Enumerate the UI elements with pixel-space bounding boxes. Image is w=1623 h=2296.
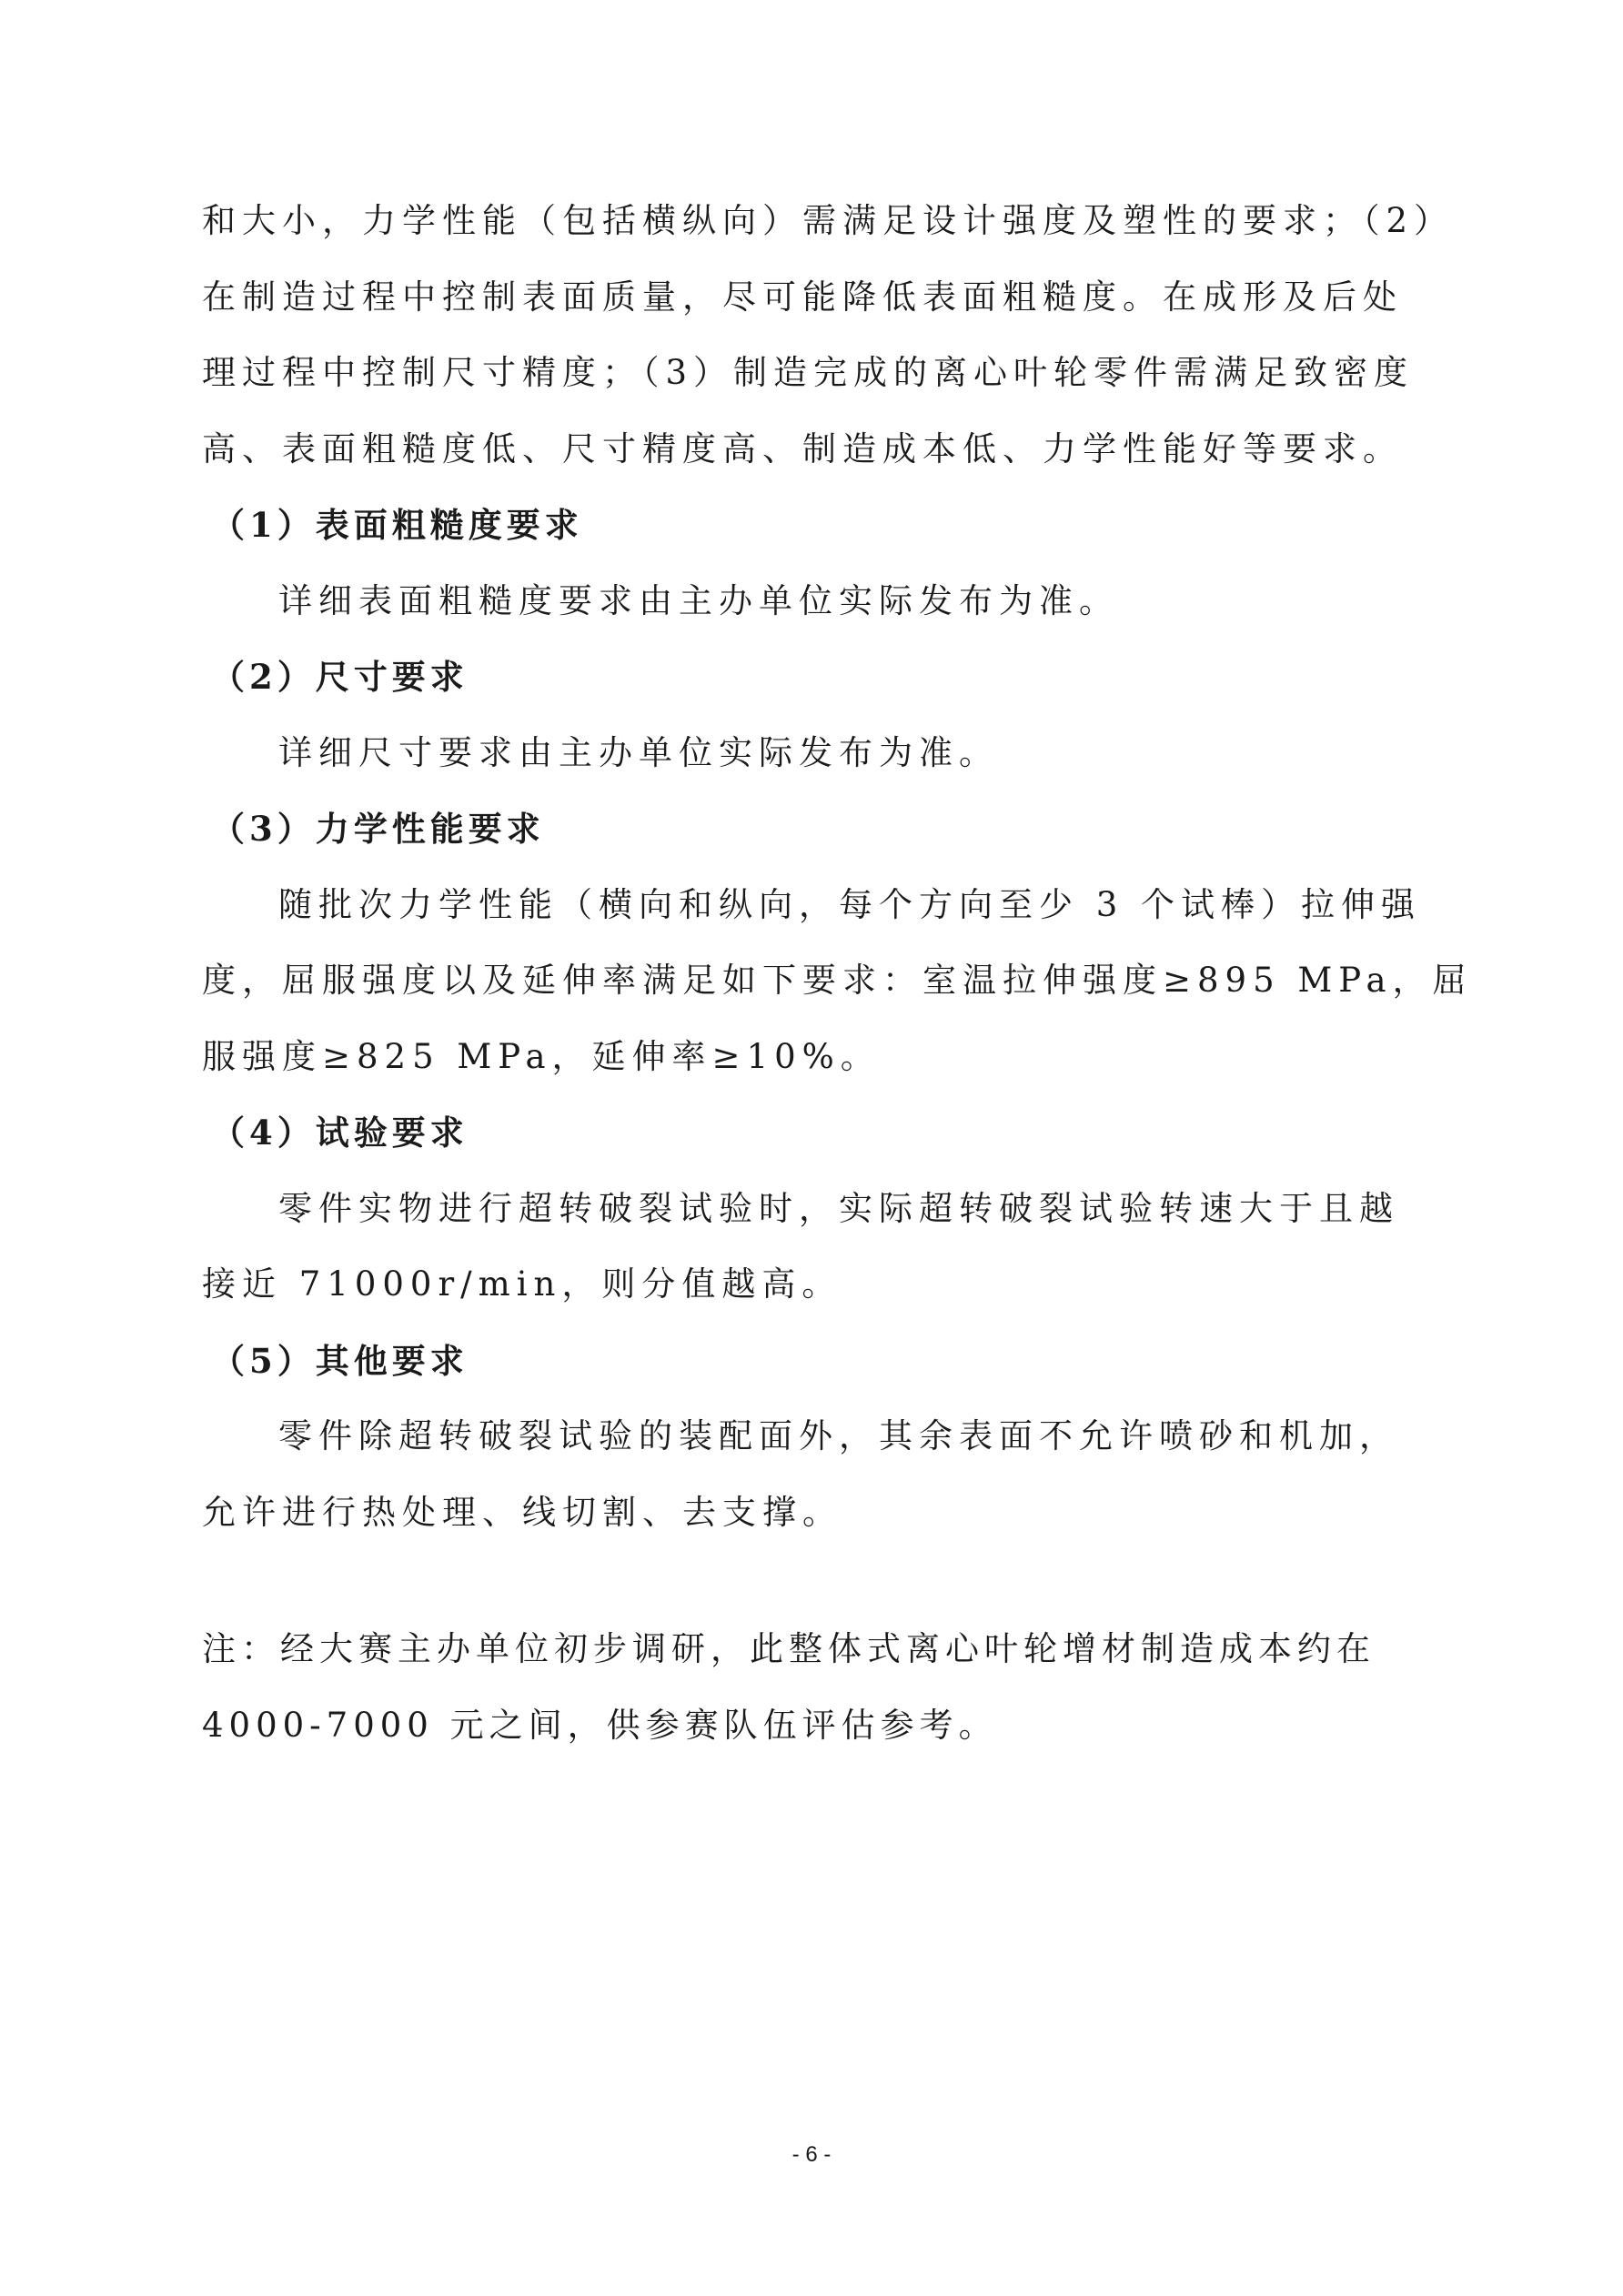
intro-line-3: 理过程中控制尺寸精度；（3）制造完成的离心叶轮零件需满足致密度 bbox=[202, 353, 1415, 392]
intro-line-1: 和大小，力学性能（包括横纵向）需满足设计强度及塑性的要求；（2） bbox=[202, 201, 1455, 240]
section-heading-test-requirements: （4）试验要求 bbox=[211, 1113, 469, 1153]
intro-line-4: 高、表面粗糙度低、尺寸精度高、制造成本低、力学性能好等要求。 bbox=[202, 429, 1403, 468]
section-3-line-3: 服强度≥825 MPa，延伸率≥10%。 bbox=[202, 1037, 881, 1076]
section-heading-dimensions: （2）尺寸要求 bbox=[211, 657, 469, 697]
page-number: - 6 - bbox=[791, 2142, 832, 2167]
section-5-line-1: 零件除超转破裂试验的装配面外，其余表面不允许喷砂和机加， bbox=[278, 1416, 1399, 1455]
section-2-line-1: 详细尺寸要求由主办单位实际发布为准。 bbox=[278, 733, 999, 772]
section-5-line-2: 允许进行热处理、线切割、去支撑。 bbox=[202, 1493, 842, 1532]
section-3-line-1: 随批次力学性能（横向和纵向，每个方向至少 3 个试棒）拉伸强 bbox=[278, 885, 1422, 924]
section-4-line-1: 零件实物进行超转破裂试验时，实际超转破裂试验转速大于且越 bbox=[278, 1189, 1399, 1228]
note-line-1: 注：经大赛主办单位初步调研，此整体式离心叶轮增材制造成本约在 bbox=[202, 1629, 1376, 1668]
section-heading-surface-roughness: （1）表面粗糙度要求 bbox=[211, 505, 583, 545]
intro-line-2: 在制造过程中控制表面质量，尽可能降低表面粗糙度。在成形及后处 bbox=[202, 277, 1403, 317]
section-3-line-2: 度，屈服强度以及延伸率满足如下要求：室温拉伸强度≥895 MPa，屈 bbox=[202, 961, 1473, 1000]
section-1-line-1: 详细表面粗糙度要求由主办单位实际发布为准。 bbox=[278, 581, 1119, 620]
section-heading-other-requirements: （5）其他要求 bbox=[211, 1341, 469, 1381]
section-heading-mechanical-properties: （3）力学性能要求 bbox=[211, 809, 545, 849]
note-line-2: 4000-7000 元之间，供参赛队伍评估参考。 bbox=[202, 1706, 998, 1745]
section-4-line-2: 接近 71000r/min，则分值越高。 bbox=[202, 1264, 842, 1304]
